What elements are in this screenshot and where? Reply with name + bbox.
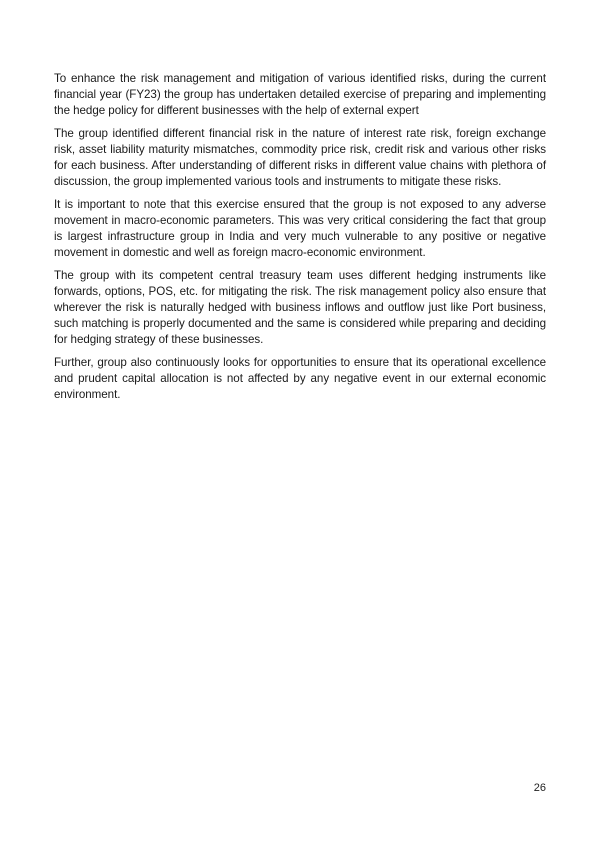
paragraph-hedging-instruments: The group with its competent central treasury team uses different hedging instruments like forwards, options, POS, etc. for mitigating the risk. The risk management policy also ensure that wherever the risk is naturally hedged with business inflows and outflow just like Port business, such matching is properly documented and the same is considered while preparing and deciding for hedging strategy of these businesses.: [54, 269, 546, 346]
paragraph-hedge-policy: To enhance the risk management and mitigation of various identified risks, during the current financial year (FY23) the group has undertaken detailed exercise of preparing and implementing the hedge policy for different businesses with the help of external expert: [54, 72, 546, 117]
page-number: 26: [533, 782, 546, 794]
body-text: [54, 71, 546, 410]
paragraph-financial-risks: The group identified different financial risk in the nature of interest rate risk, foreign exchange risk, asset liability maturity mismatches, commodity price risk, credit risk and various other risks for each business. After understanding of different risks in different value chains with plethora of discussion, the group implemented various tools and instruments to mitigate these risks.: [54, 127, 546, 188]
paragraph-opportunities: Further, group also continuously looks for opportunities to ensure that its operational excellence and prudent capital allocation is not affected by any negative event in our external economic environment.: [54, 356, 546, 401]
paragraph-macro-exposure: It is important to note that this exercise ensured that the group is not exposed to any adverse movement in macro-economic parameters. This was very critical considering the fact that group is largest infrastructure group in India and very much vulnerable to any positive or negative movement in domestic and well as foreign macro-economic environment.: [54, 198, 546, 259]
